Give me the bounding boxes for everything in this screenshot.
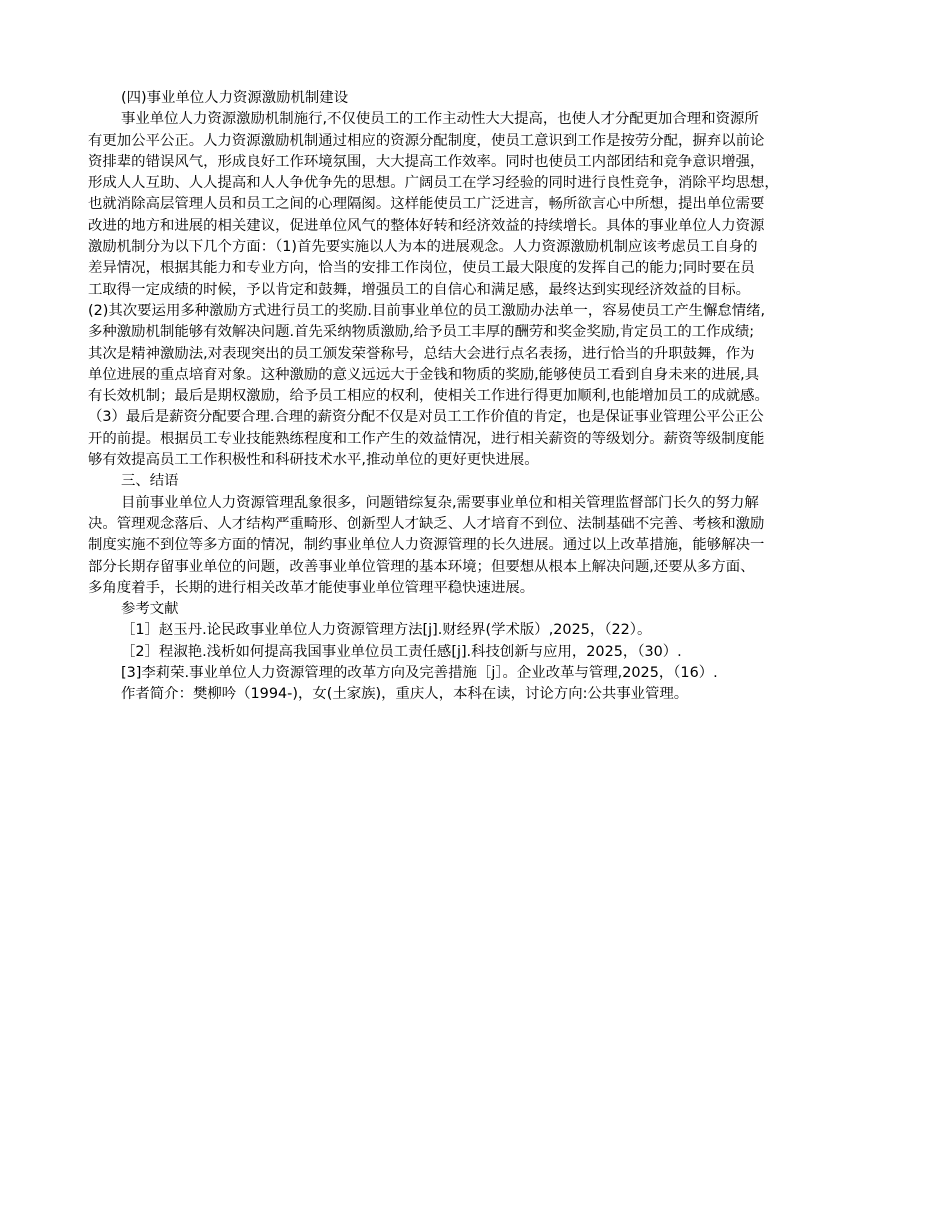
paragraph-line: 形成人人互助、人人提高和人人争优争先的思想。广阔员工在学习经验的同时进行良性竞争，消除平均思想， — [88, 175, 779, 192]
paragraph-line: 资排辈的错误风气，形成良好工作环境氛围，大大提高工作效率。同时也使员工内部团结和竞争意识增强， — [88, 153, 765, 170]
paragraph-line: 多种激励机制能够有效解决问题.首先采纳物质激励,给予员工丰厚的酬劳和奖金奖励,肯定员工的工作成绩; — [88, 324, 755, 341]
paragraph-line: 目前事业单位人力资源管理乱象很多，问题错综复杂,需要事业单位和相关管理监督部门长久的努力解 — [121, 494, 759, 511]
paragraph-line: 单位进展的重点培育对象。这种激励的意义远远大于金钱和物质的奖励,能够使员工看到自身未来的进展,具 — [88, 366, 760, 383]
paragraph-line: (2)其次要运用多种激励方式进行员工的奖励.目前事业单位的员工激励办法单一，容易使员工产生懈怠情绪, — [88, 302, 766, 319]
reference-item: ［1］赵玉丹.论民政事业单位人力资源管理方法[j].财经界(学术版）,2025，（22）。 — [121, 622, 652, 639]
paragraph-line: 开的前提。根据员工专业技能熟练程度和工作产生的效益情况，进行相关薪资的等级划分。薪资等级制度能 — [88, 430, 765, 447]
paragraph-line: 决。管理观念落后、人才结构严重畸形、创新型人才缺乏、人才培育不到位、法制基础不完善、考核和激励 — [88, 515, 765, 532]
paragraph-line: 事业单位人力资源激励机制施行,不仅使员工的工作主动性大大提高，也使人才分配更加合理和资源所 — [121, 111, 759, 128]
reference-item: ［2］程淑艳.浅析如何提高我国事业单位员工责任感[j].科技创新与应用，2025，（30）. — [121, 643, 682, 660]
conclusion-heading: 三、结语 — [121, 473, 179, 490]
paragraph-line: 工取得一定成绩的时候，予以肯定和鼓舞，增强员工的自信心和满足感，最终达到实现经济效益的目标。 — [88, 281, 750, 298]
paragraph-line: 其次是精神激励法,对表现突出的员工颁发荣誉称号，总结大会进行点名表扬，进行恰当的升职鼓舞，作为 — [88, 345, 755, 362]
paragraph-line: 差异情况，根据其能力和专业方向，恰当的安排工作岗位，使员工最大限度的发挥自己的能力;同时要在员 — [88, 260, 755, 277]
paragraph-line: 够有效提高员工工作积极性和科研技术水平,推动单位的更好更快进展。 — [88, 452, 539, 469]
paragraph-line: 多角度着手，长期的进行相关改革才能使事业单位管理平稳快速进展。 — [88, 579, 535, 596]
paragraph-line: 制度实施不到位等多方面的情况，制约事业单位人力资源管理的长久进展。通过以上改革措施，能够解决一 — [88, 537, 765, 554]
author-bio: 作者简介：樊柳吟（1994-)，女(土家族)，重庆人，本科在读，讨论方向:公共事业管理。 — [121, 686, 689, 703]
references-heading: 参考文献 — [121, 601, 179, 618]
paragraph-line: 部分长期存留事业单位的问题，改善事业单位管理的基本环境；但要想从根本上解决问题,还要从多方面、 — [88, 558, 755, 575]
section-heading: (四)事业单位人力资源激励机制建设 — [121, 90, 349, 106]
paragraph-line: 有长效机制；最后是期权激励，给予员工相应的权利，使相关工作进行得更加顺利,也能增加员工的成就感。 — [88, 388, 769, 405]
paragraph-line: 激励机制分为以下几个方面：（1)首先要实施以人为本的进展观念。人力资源激励机制应该考虑员工自身的 — [88, 239, 758, 256]
paragraph-line: 也就消除高层管理人员和员工之间的心理隔阂。这样能使员工广泛进言，畅所欲言心中所想，提出单位需要 — [88, 196, 765, 213]
paragraph-line: （3）最后是薪资分配要合理.合理的薪资分配不仅是对员工工作价值的肯定，也是保证事业管理公平公正公 — [88, 409, 764, 426]
paragraph-line: 改进的地方和进展的相关建议，促进单位风气的整体好转和经济效益的持续增长。具体的事业单位人力资源 — [88, 217, 765, 234]
reference-item: [3]李莉荣.事业单位人力资源管理的改革方向及完善措施［j］。企业改革与管理,2025，（16）. — [121, 665, 718, 682]
document-page — [88, 88, 863, 706]
paragraph-line: 有更加公平公正。人力资源激励机制通过相应的资源分配制度，使员工意识到工作是按劳分配，摒弃以前论 — [88, 132, 765, 149]
